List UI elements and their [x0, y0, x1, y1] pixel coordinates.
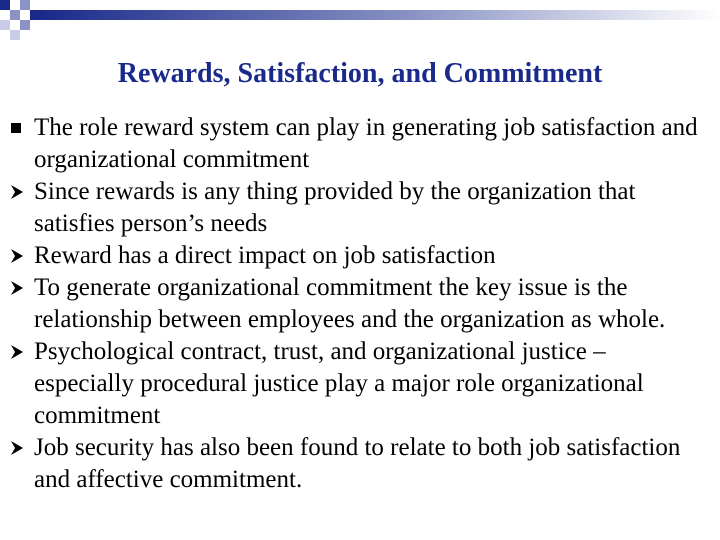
decoration-gradient-bar: [40, 10, 720, 20]
bullet-text: To generate organizational commitment the key issue is the relationship between employees and the organization as whole.: [34, 274, 666, 333]
arrow-bullet-icon: [10, 176, 30, 208]
bullet-text: The role reward system can play in generating job satisfaction and organizational commitment: [34, 114, 698, 173]
arrow-bullet-icon: [10, 336, 30, 368]
decoration-square: [10, 30, 20, 40]
arrow-bullet-icon: [10, 272, 30, 304]
square-bullet-icon: [10, 112, 30, 144]
decoration-square: [20, 20, 30, 30]
decoration-square: [30, 10, 40, 20]
bullet-item: [10, 112, 710, 176]
bullet-item: [10, 336, 710, 432]
bullet-item: [10, 272, 710, 336]
bullet-item: [10, 432, 710, 496]
arrow-bullet-icon: [10, 240, 30, 272]
decoration-square: [0, 20, 10, 30]
arrow-bullet-icon: [10, 432, 30, 464]
decoration-square: [10, 10, 20, 20]
bullet-text: Since rewards is any thing provided by the organization that satisfies person’s needs: [34, 178, 636, 237]
bullet-text: Job security has also been found to relate to both job satisfaction and affective commitment.: [34, 434, 681, 493]
bullet-text: Reward has a direct impact on job satisfaction: [34, 242, 496, 269]
bullet-text: Psychological contract, trust, and organizational justice – especially procedural justice play a major role organizational commitment: [34, 338, 644, 429]
bullet-list: [10, 112, 710, 496]
header-decoration: [0, 0, 720, 50]
bullet-item: [10, 176, 710, 240]
bullet-item: [10, 240, 710, 272]
slide-title: Rewards, Satisfaction, and Commitment: [117, 58, 603, 89]
decoration-square: [20, 0, 30, 10]
decoration-square: [0, 0, 10, 10]
